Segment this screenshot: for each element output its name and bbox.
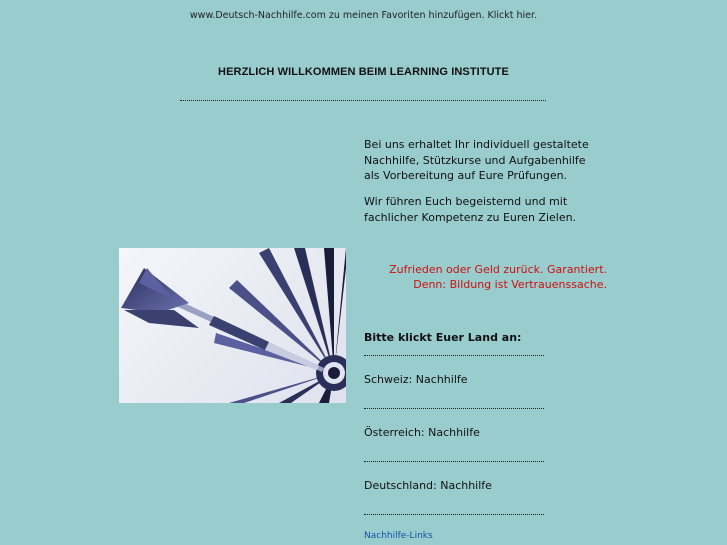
- country-link-schweiz[interactable]: Schweiz: Nachhilfe: [364, 373, 468, 386]
- country-divider: [364, 514, 544, 515]
- dart-target-image: [119, 248, 346, 403]
- add-favorites-link[interactable]: www.Deutsch-Nachhilfe.com zu meinen Favoriten hinzufügen. Klickt hier.: [189, 10, 538, 21]
- guarantee-line-2: Denn: Bildung ist Vertrauenssache.: [413, 278, 607, 291]
- guarantee-line-1: Zufrieden oder Geld zurück. Garantiert.: [389, 263, 607, 276]
- country-link-deutschland[interactable]: Deutschland: Nachhilfe: [364, 479, 492, 492]
- intro-paragraph-1: Bei uns erhaltet Ihr individuell gestaltete Nachhilfe, Stützkurse und Aufgabenhilfe als Vorbereitung auf Eure Prüfungen.: [364, 138, 589, 182]
- country-divider: [364, 408, 544, 409]
- country-heading: Bitte klickt Euer Land an:: [364, 331, 522, 344]
- intro-paragraph-2: Wir führen Euch begeisternd und mit fachlicher Kompetenz zu Euren Zielen.: [364, 195, 577, 224]
- country-divider: [364, 461, 544, 462]
- title-divider: [180, 100, 546, 101]
- dart-target-icon: [119, 248, 346, 403]
- country-divider: [364, 355, 544, 356]
- nachhilfe-links-link[interactable]: Nachhilfe-Links: [364, 531, 433, 541]
- country-link-oesterreich[interactable]: Österreich: Nachhilfe: [364, 426, 480, 439]
- page-title: HERZLICH WILLKOMMEN BEIM LEARNING INSTITUTE: [218, 66, 509, 78]
